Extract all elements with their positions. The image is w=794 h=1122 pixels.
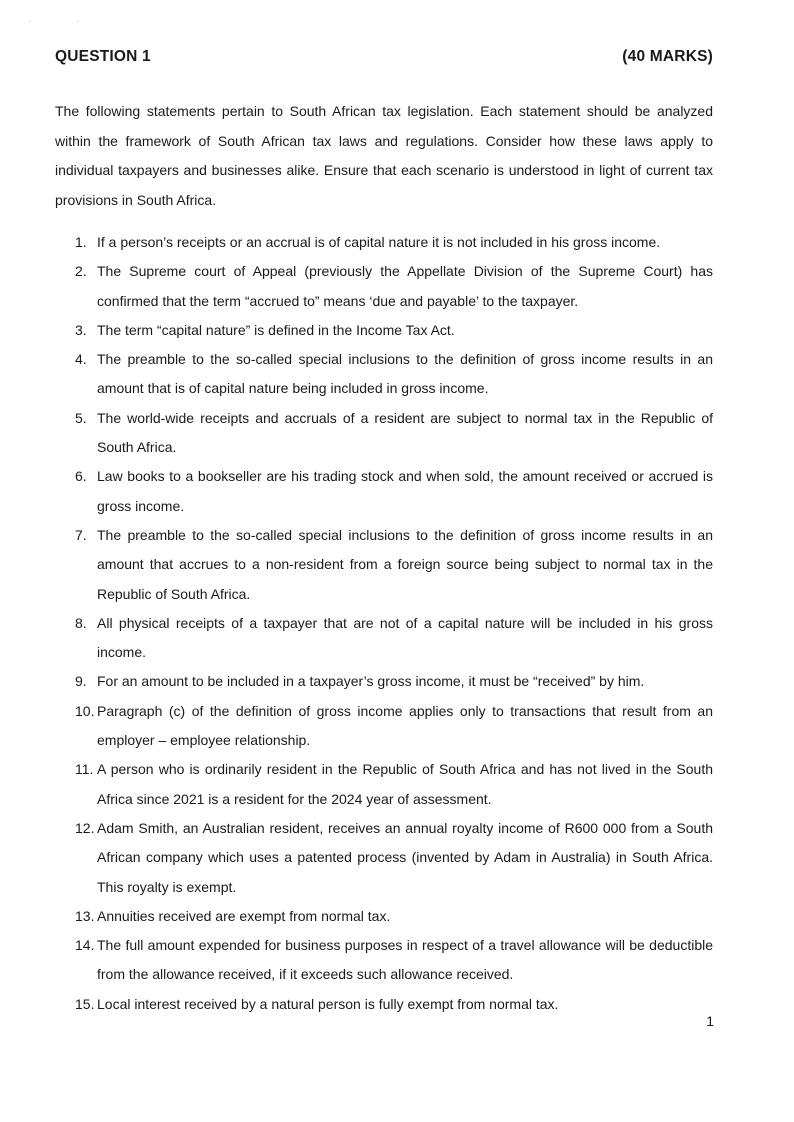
statement-number: 6. — [75, 468, 87, 485]
statement-text: For an amount to be included in a taxpayer’s gross income, it must be “received” by him. — [97, 673, 645, 690]
marks-label: (40 MARKS) — [622, 48, 713, 65]
statement-text: Local interest received by a natural person is fully exempt from normal tax. — [97, 995, 559, 1012]
statement-item — [55, 931, 713, 990]
statement-number: 15. — [75, 995, 95, 1012]
statement-text: If a person’s receipts or an accrual is of capital nature it is not included in his gross income. — [97, 234, 661, 250]
statement-number: 10. — [75, 702, 95, 719]
statement-item — [55, 404, 713, 463]
question-header — [55, 48, 713, 66]
statement-number: 4. — [75, 351, 87, 368]
statement-number: 11. — [75, 761, 94, 778]
statement-text: The world-wide receipts and accruals of a resident are subject to normal tax in the Republic of South Africa. — [97, 409, 713, 456]
scan-speck — [29, 21, 30, 22]
scan-speck — [77, 21, 78, 22]
question-label: QUESTION 1 — [55, 48, 151, 65]
statement-item — [55, 257, 713, 316]
statement-text: The full amount expended for business purposes in respect of a travel allowance will be deductible from the allowance received, if it exceeds such allowance received. — [97, 937, 713, 983]
statement-number: 14. — [75, 937, 95, 954]
statement-number: 9. — [75, 673, 87, 690]
statement-text: Annuities received are exempt from normal tax. — [97, 907, 391, 924]
statement-item — [55, 814, 713, 902]
intro-paragraph: The following statements pertain to South African tax legislation. Each statement should be analyzed within the framework of South African tax laws and regulations. Consider how these laws apply to individual taxpayers and businesses alike. Ensure that each scenario is understood in light of current tax provisions in South Africa. — [55, 103, 713, 208]
statement-item — [55, 667, 713, 696]
statement-item — [55, 521, 713, 609]
statement-list — [55, 228, 713, 1019]
statement-text: The Supreme court of Appeal (previously the Appellate Division of the Supreme Court) has confirmed that the term “accrued to” means ‘due and payable’ to the taxpayer. — [97, 263, 713, 309]
statement-text: The term “capital nature” is defined in the Income Tax Act. — [97, 321, 455, 338]
statement-item — [55, 345, 713, 404]
statement-number: 3. — [75, 321, 87, 338]
statement-number: 12. — [75, 819, 95, 836]
statement-item — [55, 228, 713, 257]
statement-text: The preamble to the so-called special inclusions to the definition of gross income results in an amount that is of capital nature being included in gross income. — [97, 351, 713, 397]
statement-text: All physical receipts of a taxpayer that are not of a capital nature will be included in his gross income. — [97, 614, 713, 661]
statement-number: 2. — [75, 263, 87, 280]
statement-text: A person who is ordinarily resident in the Republic of South Africa and has not lived in the South Africa since 2021 is a resident for the 2024 year of assessment. — [97, 761, 713, 807]
page-number: 1 — [706, 1013, 714, 1029]
statement-number: 8. — [75, 614, 87, 631]
statement-number: 13. — [75, 907, 95, 924]
statement-number: 1. — [75, 234, 87, 250]
statement-text: Paragraph (c) of the definition of gross income applies only to transactions that result from an employer – employee relationship. — [97, 702, 713, 749]
statement-item — [55, 755, 713, 814]
statement-item — [55, 609, 713, 668]
statement-number: 7. — [75, 526, 87, 543]
statement-item — [55, 462, 713, 521]
statement-item — [55, 902, 713, 931]
statement-number: 5. — [75, 409, 87, 426]
statement-item — [55, 990, 713, 1019]
statement-text: Law books to a bookseller are his trading stock and when sold, the amount received or accrued is gross income. — [97, 468, 713, 514]
statement-text: The preamble to the so-called special inclusions to the definition of gross income results in an amount that accrues to a non-resident from a foreign source being subject to normal tax in the Republic of South Africa. — [97, 526, 713, 602]
statement-item — [55, 316, 713, 345]
statement-text: Adam Smith, an Australian resident, receives an annual royalty income of R600 000 from a South African company which uses a patented process (invented by Adam in Australia) in South Africa. This royalty is exempt. — [97, 819, 713, 895]
statement-item — [55, 697, 713, 756]
